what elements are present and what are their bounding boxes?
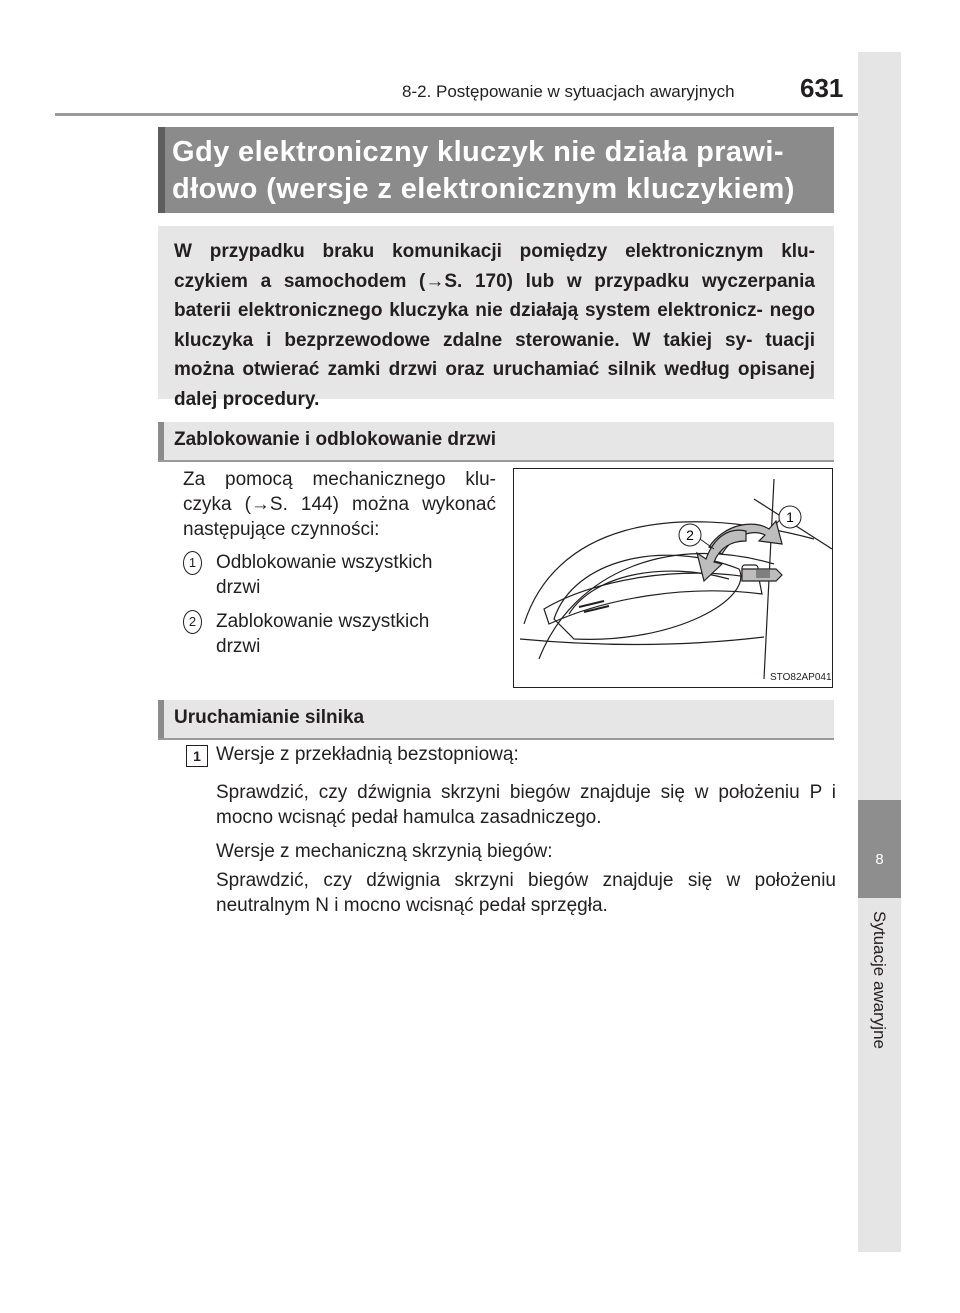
list-item-text: Odblokowanie wszystkich drzwi xyxy=(216,552,433,598)
door-handle-drawing xyxy=(514,469,832,687)
header-divider xyxy=(55,113,900,116)
section-heading-lock: Zablokowanie i odblokowanie drzwi xyxy=(174,429,496,450)
side-tab-strip xyxy=(858,52,901,1252)
step-number: 1 xyxy=(186,745,208,767)
side-tab-chapter-box xyxy=(858,800,901,898)
header-section-title: 8-2. Postępowanie w sytuacjach awaryjnych xyxy=(402,82,735,101)
door-handle-illustration xyxy=(513,468,833,688)
side-tab-chapter-number: 8 xyxy=(875,851,884,868)
callout-2: 2 xyxy=(686,527,694,543)
section-heading-start: Uruchamianie silnika xyxy=(174,707,365,728)
step-variant-label: Wersje z przekładnią bezstopniową: xyxy=(216,744,519,765)
section-heading-rule-lock xyxy=(158,460,834,462)
intro-text: W przypadku braku komunikacji pomiędzy elektronicznym klu- czykiem a samochodem (→S. 170) lub w przypadku wyczerpania baterii elektronicznego kluczyka nie działają system elektronicz- nego kluczyka i bezprzewodowe zdalne sterowanie. W takiej sy- tuacji można otwierać zamki drzwi oraz uruchamiać silnik według opisanej dalej procedury. xyxy=(174,241,815,410)
page-number: 631 xyxy=(800,73,844,103)
side-tab-label: Sytuacje awaryjne xyxy=(870,911,889,1049)
step-variant-label: Wersje z mechaniczną skrzynią biegów: xyxy=(216,841,553,862)
figure-code: STO82AP041 xyxy=(770,672,832,683)
page-title: Gdy elektroniczny kluczyk nie działa prawi- dłowo (wersje z elektronicznym kluczykiem) xyxy=(172,136,795,205)
section-heading-rule-start xyxy=(158,738,834,740)
step-instruction: Sprawdzić, czy dźwignia skrzyni biegów znajduje się w położeniu neutralnym N i mocno wcisnąć pedał sprzęgła. xyxy=(216,870,836,916)
list-marker: 2 xyxy=(183,610,202,634)
list-item-text: Zablokowanie wszystkich drzwi xyxy=(216,611,430,657)
callout-1: 1 xyxy=(786,509,794,525)
step-instruction: Sprawdzić, czy dźwignia skrzyni biegów znajduje się w położeniu P i mocno wcisnąć pedał hamulca zasadniczego. xyxy=(216,782,836,828)
list-marker: 1 xyxy=(183,551,202,575)
lock-paragraph: Za pomocą mechanicznego klu- czyka (→S. 144) można wykonać następujące czynności: xyxy=(183,469,496,540)
